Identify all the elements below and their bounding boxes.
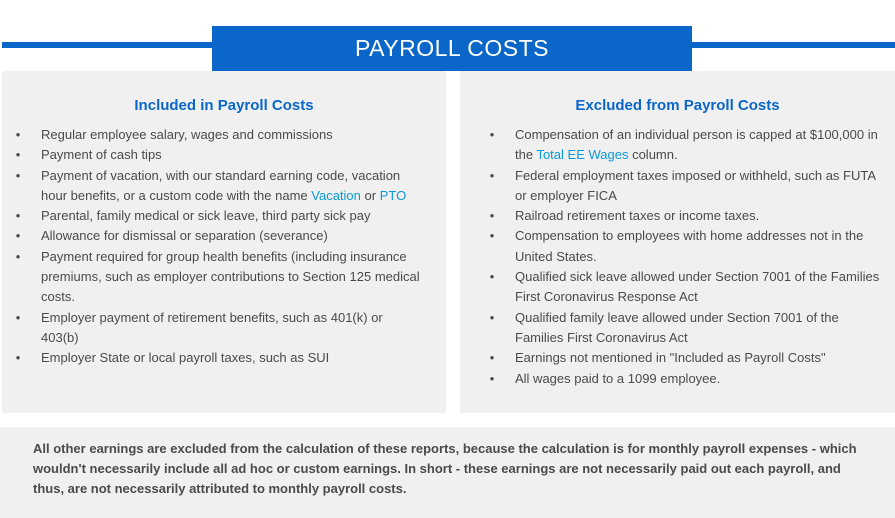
title-rule-left (2, 42, 213, 48)
list-item: • Employer payment of retirement benefits, such as 401(k) or 403(b) (12, 308, 422, 349)
included-panel (2, 71, 446, 413)
bullet-icon: • (489, 228, 495, 244)
footer-text: All other earnings are excluded from the calculation of these reports, because the calculation is for monthly payroll expenses - which wouldn't necessarily include all ad hoc or custom earnings. In short - these earnings are not necessarily paid out each payroll, and thus, are not necessarily attributed to monthly payroll costs. (33, 441, 857, 496)
footer-note (0, 427, 895, 518)
bullet-icon: • (15, 167, 21, 183)
list-item: • Employer State or local payroll taxes, such as SUI (12, 348, 422, 368)
bullet-icon: • (489, 167, 495, 183)
list-item: • All wages paid to a 1099 employee. (486, 369, 886, 389)
bullet-icon: • (15, 228, 21, 244)
list-item: • Regular employee salary, wages and commissions (12, 125, 422, 145)
excluded-panel (460, 71, 895, 413)
included-list (12, 125, 422, 369)
list-item: • Payment of vacation, with our standard earning code, vacation hour benefits, or a custom code with the name Vacation or PTO (12, 166, 422, 207)
bullet-icon: • (15, 248, 21, 264)
bullet-icon: • (489, 350, 495, 366)
bullet-icon: • (489, 269, 495, 285)
bullet-icon: • (489, 309, 495, 325)
included-heading: Included in Payroll Costs (134, 97, 314, 114)
bullet-icon: • (489, 208, 495, 224)
list-item: • Payment required for group health benefits (including insurance premiums, such as employer contributions to Section 125 medical costs. (12, 247, 422, 308)
total-ee-wages-link[interactable]: Total EE Wages (536, 147, 629, 163)
bullet-icon: • (15, 147, 21, 163)
list-item: • Payment of cash tips (12, 145, 422, 165)
list-item: • Qualified family leave allowed under Section 7001 of the Families First Coronavirus Act (486, 308, 886, 349)
list-item: • Compensation of an individual person is capped at $100,000 in the Total EE Wages column. (486, 125, 886, 166)
bullet-icon: • (15, 350, 21, 366)
bullet-icon: • (15, 127, 21, 142)
pto-link[interactable]: PTO (379, 187, 407, 203)
page-title: PAYROLL COSTS (212, 26, 692, 71)
list-item: • Railroad retirement taxes or income taxes. (486, 206, 886, 226)
bullet-icon: • (15, 208, 21, 224)
bullet-icon: • (489, 127, 495, 142)
list-item: • Parental, family medical or sick leave, third party sick pay (12, 206, 422, 226)
excluded-heading: Excluded from Payroll Costs (575, 97, 780, 114)
vacation-link[interactable]: Vacation (311, 187, 361, 203)
bullet-icon: • (15, 309, 21, 325)
list-item: • Federal employment taxes imposed or withheld, such as FUTA or employer FICA (486, 166, 886, 207)
list-item: • Allowance for dismissal or separation (severance) (12, 226, 422, 246)
list-item: • Compensation to employees with home addresses not in the United States. (486, 226, 886, 267)
title-rule-right (691, 42, 895, 48)
list-item: • Earnings not mentioned in "Included as Payroll Costs" (486, 348, 886, 368)
excluded-list (486, 125, 886, 389)
bullet-icon: • (489, 370, 495, 386)
list-item: • Qualified sick leave allowed under Section 7001 of the Families First Coronavirus Response Act (486, 267, 886, 308)
